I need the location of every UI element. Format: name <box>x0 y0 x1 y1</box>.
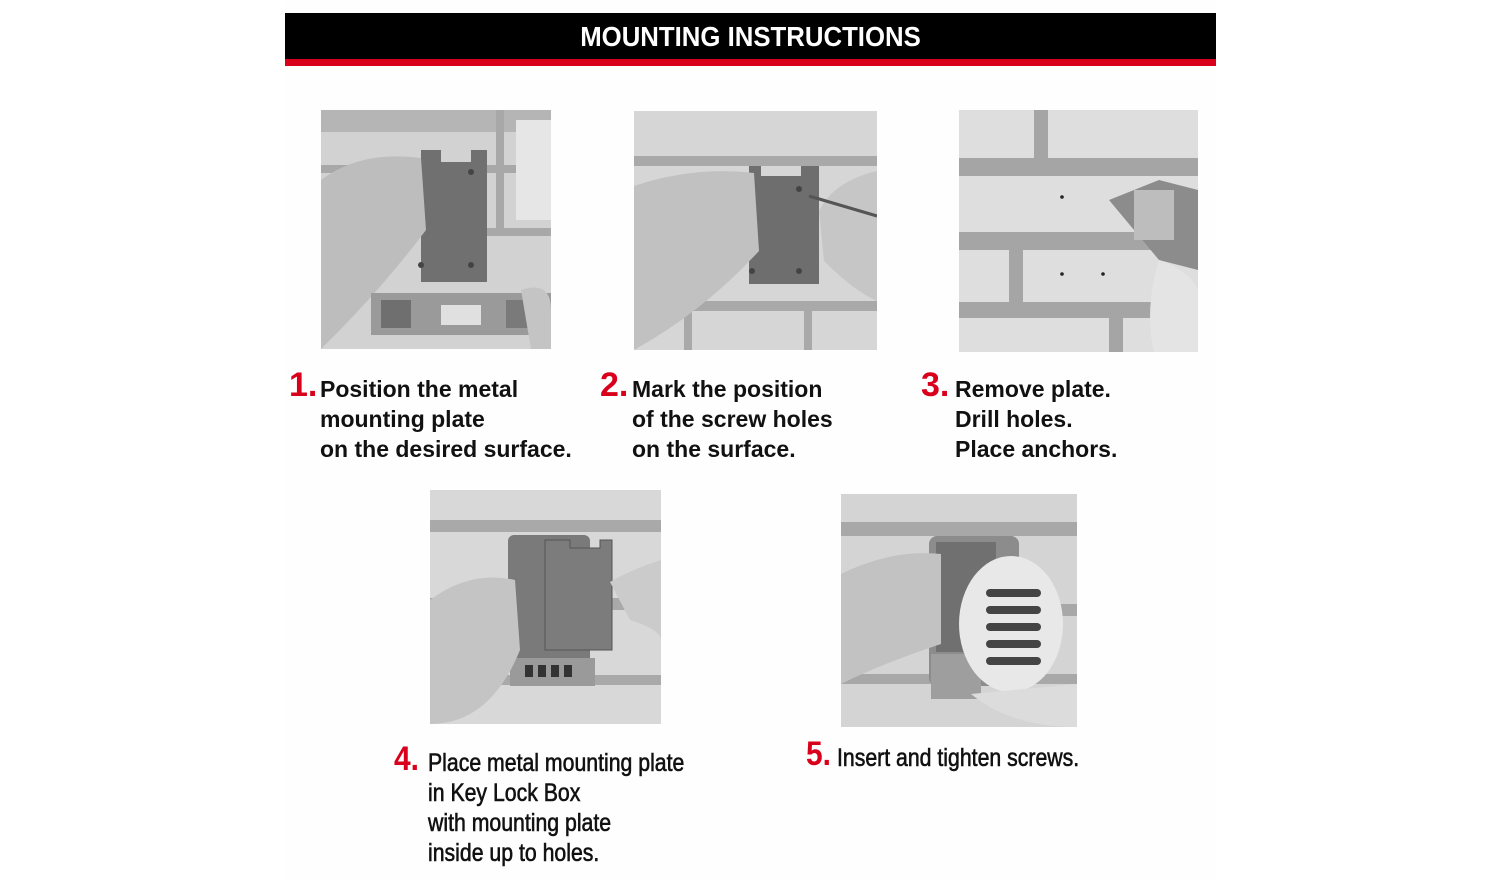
step-number: 2. <box>600 366 629 404</box>
step-text-line: inside up to holes. <box>428 839 600 867</box>
step-number: 5. <box>806 735 831 773</box>
step-text-line: on the surface. <box>632 436 796 462</box>
page-title: MOUNTING INSTRUCTIONS <box>580 21 921 52</box>
step-text-line: on the desired surface. <box>320 436 572 462</box>
step-text-line: in Key Lock Box <box>428 779 581 807</box>
step-2-photo <box>634 111 877 350</box>
step-3-photo <box>959 110 1198 352</box>
step-text-line: Place metal mounting plate <box>428 749 685 777</box>
red-accent-stripe <box>285 59 1216 66</box>
step-text-line: Position the metal <box>320 376 519 402</box>
step-5-instructions <box>806 735 1166 783</box>
header-banner <box>285 13 1216 59</box>
step-text-line: Place anchors. <box>955 436 1118 462</box>
step-text-line: Mark the position <box>632 376 823 402</box>
step-text-line: mounting plate <box>320 406 485 432</box>
step-4-photo <box>430 490 661 724</box>
step-3-instructions <box>921 366 1161 469</box>
step-text-line: Insert and tighten screws. <box>837 744 1080 772</box>
step-number: 1. <box>289 366 318 404</box>
step-2-instructions <box>600 366 880 469</box>
step-1-photo <box>321 110 551 349</box>
step-text-line: Remove plate. <box>955 376 1111 402</box>
step-4-instructions <box>394 740 774 873</box>
step-number: 3. <box>921 366 950 404</box>
step-text-line: Drill holes. <box>955 406 1073 432</box>
step-text-line: with mounting plate <box>428 809 612 837</box>
step-5-photo <box>841 494 1077 727</box>
step-1-instructions <box>289 366 609 469</box>
step-number: 4. <box>394 740 419 778</box>
step-text-line: of the screw holes <box>632 406 833 432</box>
